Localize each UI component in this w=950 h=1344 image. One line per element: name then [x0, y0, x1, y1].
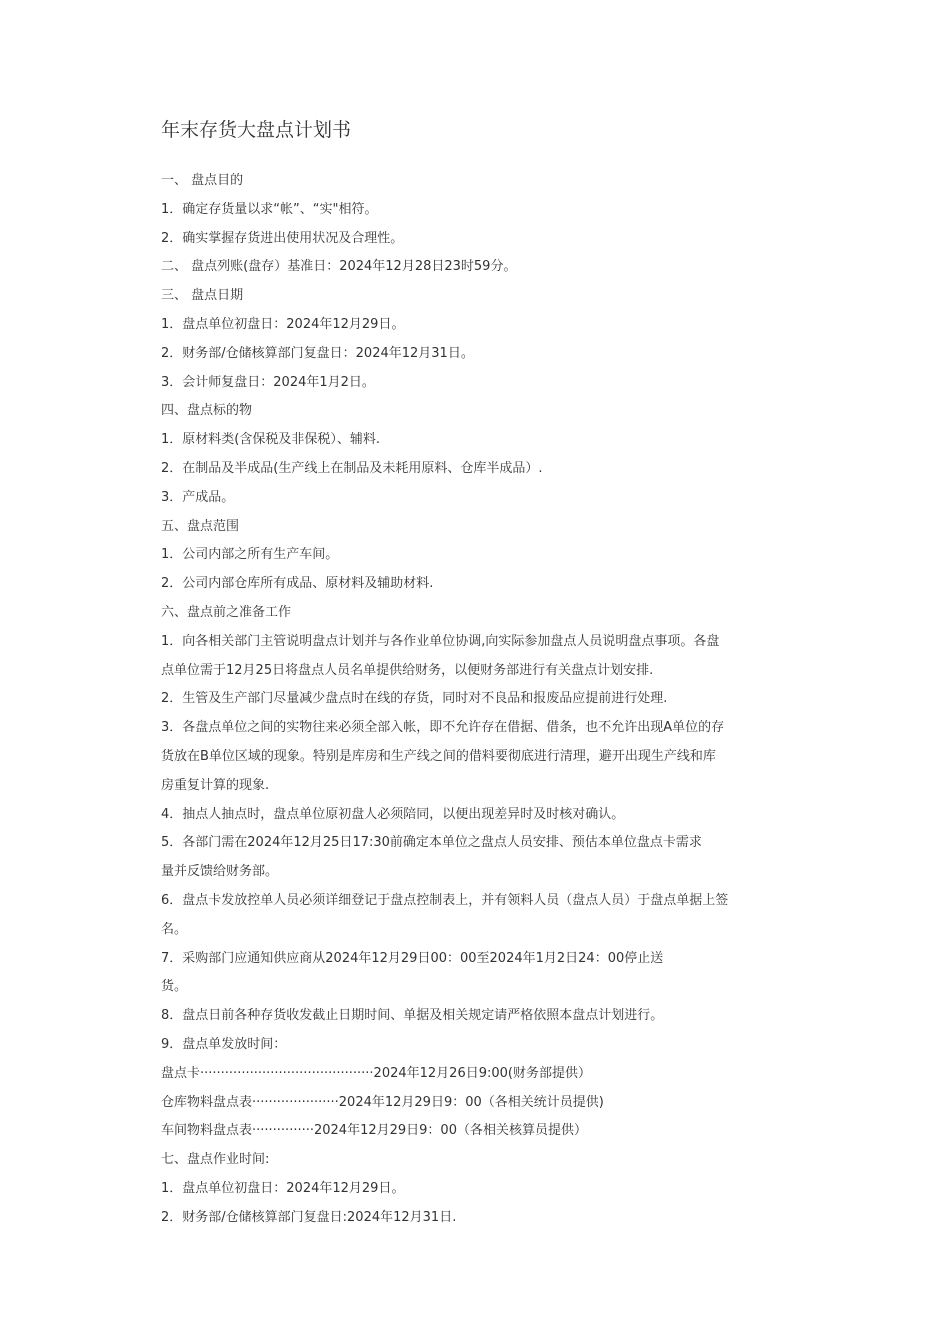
text-line: 1．向各相关部门主管说明盘点计划并与各作业单位协调,向实际参加盘点人员说明盘点事项。各盘 [161, 633, 720, 649]
text-line: 车间物料盘点表···············2024年12月29日9：00（各相关核算员提供） [161, 1123, 587, 1139]
text-line: 五、盘点范围 [161, 518, 240, 534]
text-line: 三、 盘点日期 [161, 288, 244, 304]
text-line: 3．各盘点单位之间的实物往来必须全部入帐，即不允许存在借据、借条，也不允许出现A单位的存 [161, 720, 725, 736]
text-line: 4．抽点人抽点时，盘点单位原初盘人必须陪同，以便出现差异时及时核对确认。 [161, 806, 625, 822]
text-line: 2．生管及生产部门尽量减少盘点时在线的存货，同时对不良品和报废品应提前进行处理. [161, 691, 668, 707]
text-line: 货放在B单位区域的现象。特别是库房和生产线之间的借料要彻底进行清理，避开出现生产线和库 [161, 748, 716, 764]
text-line: 1．盘点单位初盘日：2024年12月29日。 [161, 316, 405, 332]
text-line: 七、盘点作业时间: [161, 1152, 270, 1168]
document-body [161, 167, 793, 1232]
text-line: 点单位需于12月25日将盘点人员名单提供给财务，以便财务部进行有关盘点计划安排. [161, 662, 654, 678]
text-line: 2．财务部/仓储核算部门复盘日：2024年12月31日。 [161, 345, 474, 361]
text-line: 名。 [161, 921, 188, 937]
text-line: 房重复计算的现象. [161, 777, 270, 793]
text-line: 四、盘点标的物 [161, 403, 253, 419]
text-line: 3．会计师复盘日：2024年1月2日。 [161, 374, 375, 390]
text-line: 7．采购部门应通知供应商从2024年12月29日00：00至2024年1月2日24：00停止送 [161, 950, 664, 966]
document-title: 年末存货大盘点计划书 [161, 119, 352, 141]
text-line: 货。 [161, 979, 188, 995]
text-line: 5．各部门需在2024年12月25日17:30前确定本单位之盘点人员安排、预估本单位盘点卡需求 [161, 835, 702, 851]
text-line: 1．盘点单位初盘日：2024年12月29日。 [161, 1180, 405, 1196]
text-line: 1．公司内部之所有生产车间。 [161, 547, 339, 563]
text-line: 2．公司内部仓库所有成品、原材料及辅助材料. [161, 576, 434, 592]
text-line: 一、 盘点目的 [161, 173, 244, 188]
text-line: 二、 盘点列账(盘存）基准日：2024年12月28日23时59分。 [161, 259, 517, 275]
text-line: 1．原材料类(含保税及非保税）、辅料. [161, 432, 380, 448]
text-line: 量并反馈给财务部。 [161, 864, 279, 880]
text-line: 仓库物料盘点表·····················2024年12月29日9：00（各相关统计员提供) [161, 1094, 604, 1110]
text-line: 8．盘点日前各种存货收发截止日期时间、单据及相关规定请严格依照本盘点计划进行。 [161, 1008, 664, 1024]
text-line: 六、盘点前之准备工作 [161, 604, 292, 620]
text-line: 9．盘点单发放时间： [161, 1036, 287, 1052]
text-line: 盘点卡··········································2024年12月26日9:00(财务部提供） [161, 1065, 591, 1081]
text-line: 2．在制品及半成品(生产线上在制品及未耗用原料、仓库半成品）. [161, 460, 543, 476]
text-line: 3．产成品。 [161, 489, 235, 505]
text-line: 6．盘点卡发放控单人员必须详细登记于盘点控制表上，并有领料人员（盘点人员）于盘点单据上签 [161, 892, 729, 908]
text-line: 2．确实掌握存货进出使用状况及合理性。 [161, 230, 404, 246]
text-line: 1．确定存货量以求“帐”、“实"相符。 [161, 201, 378, 217]
text-line: 2．财务部/仓储核算部门复盘日:2024年12月31日. [161, 1209, 457, 1225]
